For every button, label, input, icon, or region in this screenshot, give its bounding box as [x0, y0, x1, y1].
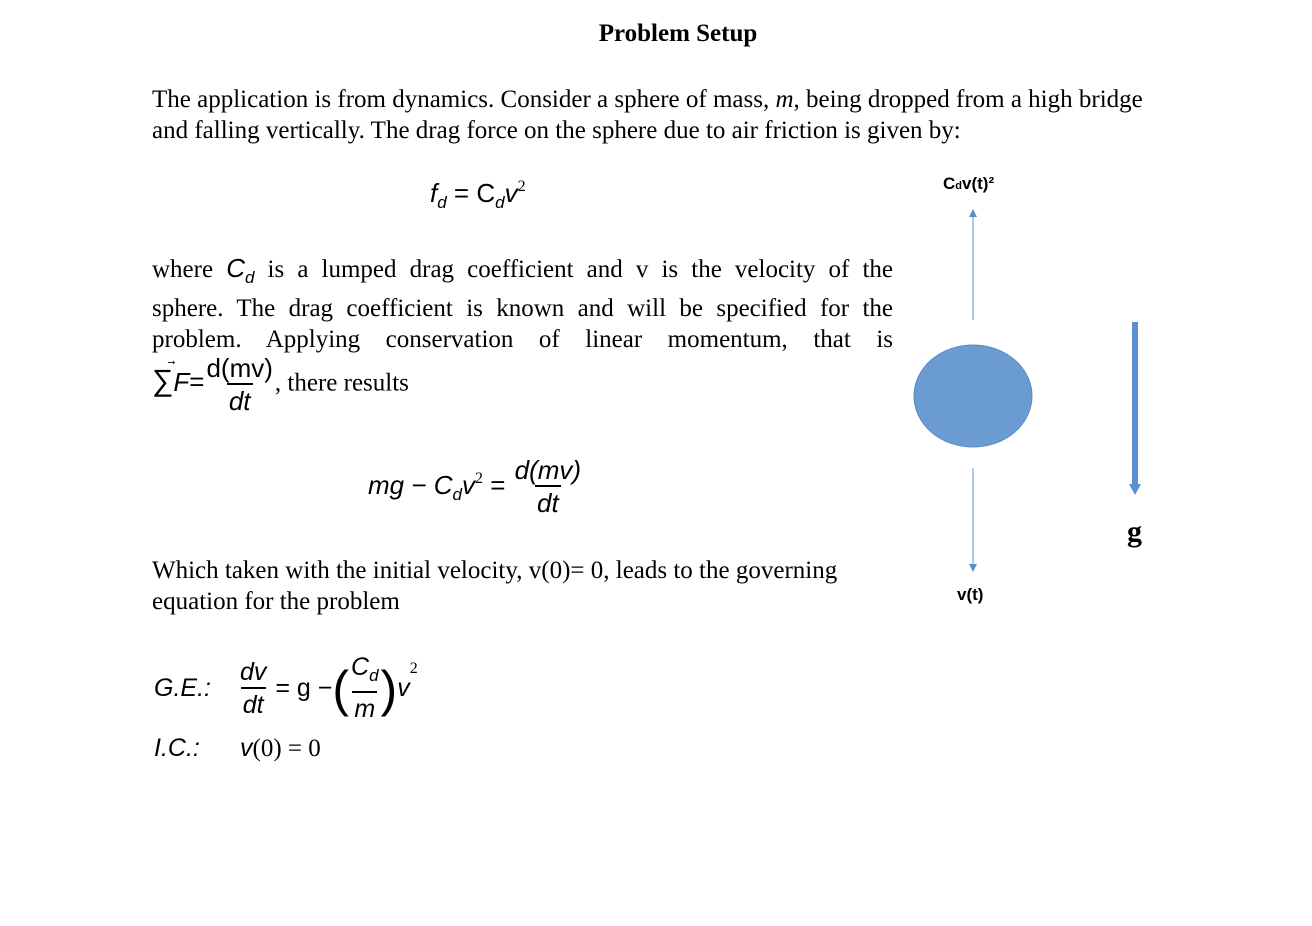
velocity-arrow	[969, 468, 977, 572]
sum-symbol: ∑	[152, 364, 174, 398]
gravity-label: g	[1127, 515, 1142, 548]
momentum-eq-fraction: $\frac{d(mv)}{dt}$	[514, 455, 582, 518]
drag-coefficient-symbol: $C_d$	[226, 253, 255, 287]
drag-force-equation: $f_d = C_dv^2$	[430, 178, 526, 212]
where-line-1: where $C_d$ is a lumped drag coefficient and v is the velocity of the	[152, 253, 894, 287]
intro-line-2: and falling vertically. The drag force on the sphere due to air friction is given by:	[152, 117, 961, 144]
momentum-sum-line: ∑ F= $\frac{d(mv)}{dt}$ , there results	[152, 353, 409, 416]
free-body-diagram	[900, 200, 1160, 620]
intro-line-1: The application is from dynamics. Consider a sphere of mass, m, being dropped from a high bridge	[152, 86, 1143, 113]
ic-label: I.C.:	[154, 734, 200, 762]
sphere	[914, 345, 1032, 447]
intro-paragraph	[152, 84, 1222, 146]
velocity-label: v(t)	[957, 585, 984, 604]
momentum-equation: mg − $C_dv^2$ = $\frac{d(mv)}{dt}$	[368, 455, 582, 518]
momentum-fraction: $\frac{d(mv)}{dt}$	[206, 353, 273, 416]
force-vector: F	[173, 366, 190, 397]
where-line-3: problem. Applying conservation of linear momentum, that is	[152, 326, 893, 353]
mass-symbol: m	[775, 86, 794, 113]
where-line-2: sphere. The drag coefficient is known and will be specified for the	[152, 295, 893, 322]
initial-condition: I.C.: v(0) = 0	[154, 734, 321, 762]
cd-over-m-fraction: $\frac{C_d}{m}$	[351, 653, 379, 723]
governing-equation: G.E.: $\frac{dv}{dt}$ = g − ( $\frac{C_d}{m}$ ) $v^2$	[154, 653, 418, 723]
drag-force-label: Cdv(t)²	[943, 174, 995, 193]
which-line-1: Which taken with the initial velocity, v(0)= 0, leads to the governing	[152, 557, 838, 584]
drag-ratio-group: ( $\frac{C_d}{m}$ )	[332, 653, 398, 723]
where-paragraph	[152, 253, 893, 417]
which-paragraph	[152, 555, 912, 617]
drag-force-arrow	[969, 209, 977, 320]
dv-dt-fraction: $\frac{dv}{dt}$	[240, 657, 267, 719]
which-line-2: equation for the problem	[152, 588, 400, 615]
gravity-arrow	[1129, 322, 1141, 495]
ge-label: G.E.:	[154, 674, 211, 702]
page-title: Problem Setup	[598, 20, 758, 47]
